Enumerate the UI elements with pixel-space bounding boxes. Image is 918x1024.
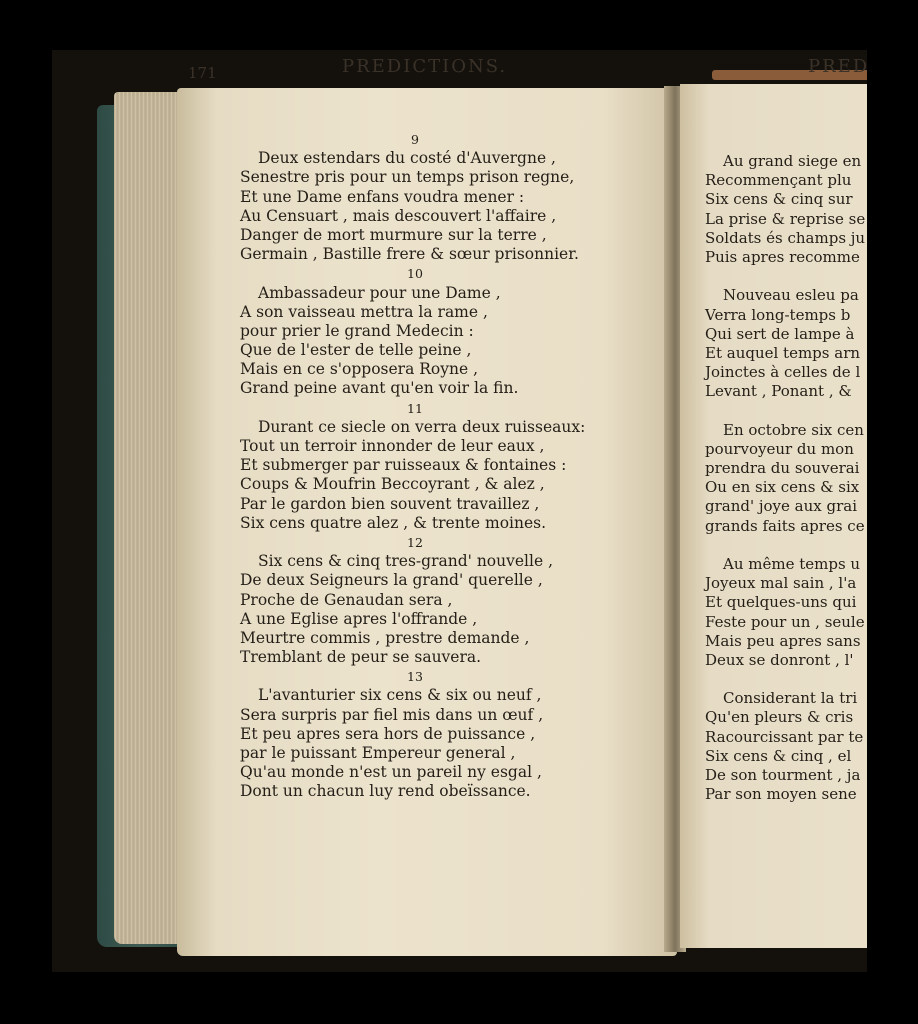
verse-line: Danger de mort murmure sur la terre , [240, 225, 547, 244]
verse-line: Durant ce siecle on verra deux ruisseaux: [258, 417, 586, 436]
verse-line: pourvoyeur du mon [705, 439, 854, 458]
verse-line: Recommençant plu [705, 171, 852, 190]
verse-line: Et submerger par ruisseaux & fontaines : [240, 456, 567, 475]
verse-line: Deux se donront , l' [705, 650, 854, 669]
verse-line: Verra long-temps b [705, 305, 851, 324]
verse-line: Grand peine avant qu'en voir la fin. [240, 379, 519, 398]
verse-line: Feste pour un , seule [705, 612, 865, 631]
verse-line: Qu'au monde n'est un pareil ny esgal , [240, 763, 542, 782]
verse-line: Par son moyen sene [705, 785, 857, 804]
verse-line: Senestre pris pour un temps prison regne, [240, 168, 575, 187]
verse-line: Dont un chacun luy rend obeïssance. [240, 782, 531, 801]
verse-line: Tremblant de peur se sauvera. [240, 648, 482, 667]
verse-line: Germain , Bastille frere & sœur prisonnier. [240, 245, 579, 264]
verse-line: Six cens & cinq tres-grand' nouvelle , [258, 552, 553, 571]
verse-line [705, 536, 867, 555]
verse-line: Joinctes à celles de l [705, 363, 861, 382]
verse-line: Mais en ce s'opposera Royne , [240, 360, 479, 379]
verse-line: Mais peu apres sans [705, 631, 861, 650]
verse-line: Au grand siege en [723, 152, 862, 170]
page-number: 171 [188, 64, 217, 82]
verse-line: De son tourment , ja [705, 766, 861, 784]
verse-line: Au même temps u [723, 554, 861, 573]
verse-line [705, 670, 867, 689]
verse-line: par le puissant Empereur general , [240, 744, 516, 762]
verse-line: Six cens quatre alez , & trente moines. [240, 513, 547, 532]
verse-line: Proche de Genaudan sera , [240, 590, 453, 609]
verse-line: pour prier le grand Medecin : [240, 321, 474, 340]
quatrain-number: 13 [407, 669, 423, 685]
verse-line: L'avanturier six cens & six ou neuf , [258, 686, 542, 705]
verse-line: Par le gardon bien souvent travaillez , [240, 494, 540, 513]
verse-line: Et une Dame enfans voudra mener : [240, 187, 525, 206]
verse-line: Ambassadeur pour une Dame , [258, 283, 501, 302]
quatrain-number: 11 [407, 400, 423, 416]
verse-line: Tout un terroir innonder de leur eaux , [240, 437, 545, 455]
verse-line: A son vaisseau mettra la rame , [240, 302, 488, 321]
verse-line: Six cens & cinq , el [705, 746, 852, 765]
verse-line: Qu'en pleurs & cris [705, 708, 854, 727]
verse-line: Joyeux mal sain , l'a [705, 574, 857, 593]
verse-line: grands faits apres ce [705, 516, 865, 535]
verse-line: Soldats és champs ju [705, 228, 866, 247]
right-page-text [705, 152, 867, 804]
verse-line: La prise & reprise se [705, 209, 866, 228]
verse-line: Et peu apres sera hors de puissance , [240, 724, 536, 743]
right-page-clip [680, 152, 867, 832]
quatrain-number: 12 [407, 534, 423, 550]
verse-line: Puis apres recomme [705, 247, 860, 266]
verse-line: Et quelques-uns qui [705, 593, 857, 612]
verse-line: Deux estendars du costé d'Auvergne , [258, 149, 556, 168]
verse-line: Ou en six cens & six [705, 478, 860, 497]
verse-line: Que de l'ester de telle peine , [240, 341, 472, 360]
verse-line: Qui sert de lampe à [705, 324, 855, 343]
verse-line [705, 267, 867, 286]
quatrain-number: 9 [411, 132, 419, 147]
right-running-head: PRED [808, 56, 870, 77]
verse-line: Six cens & cinq sur [705, 190, 853, 209]
verse-line: grand' joye aux grai [705, 497, 858, 516]
verse-line [705, 401, 867, 420]
verse-line: Racourcissant par te [705, 727, 864, 746]
verse-line: Levant , Ponant , & [705, 382, 852, 401]
verse-line: A une Eglise apres l'offrande , [240, 609, 478, 628]
verse-line: Coups & Moufrin Beccoyrant , & alez , [240, 475, 545, 494]
left-running-head: PREDICTIONS. [342, 56, 508, 77]
verse-line: En octobre six cen [723, 420, 864, 439]
verse-line: De deux Seigneurs la grand' querelle , [240, 571, 543, 590]
verse-line: Sera surpris par fiel mis dans un œuf , [240, 705, 544, 724]
verse-line: Nouveau esleu pa [723, 286, 859, 305]
verse-line: prendra du souverai [705, 459, 860, 477]
verse-line: Et auquel temps arn [705, 343, 861, 362]
verse-line: Au Censuart , mais descouvert l'affaire , [240, 206, 557, 225]
verse-line: Meurtre commis , prestre demande , [240, 628, 530, 647]
quatrain-number: 10 [407, 266, 423, 282]
verse-line: Considerant la tri [723, 689, 858, 708]
left-page-text [240, 130, 610, 802]
